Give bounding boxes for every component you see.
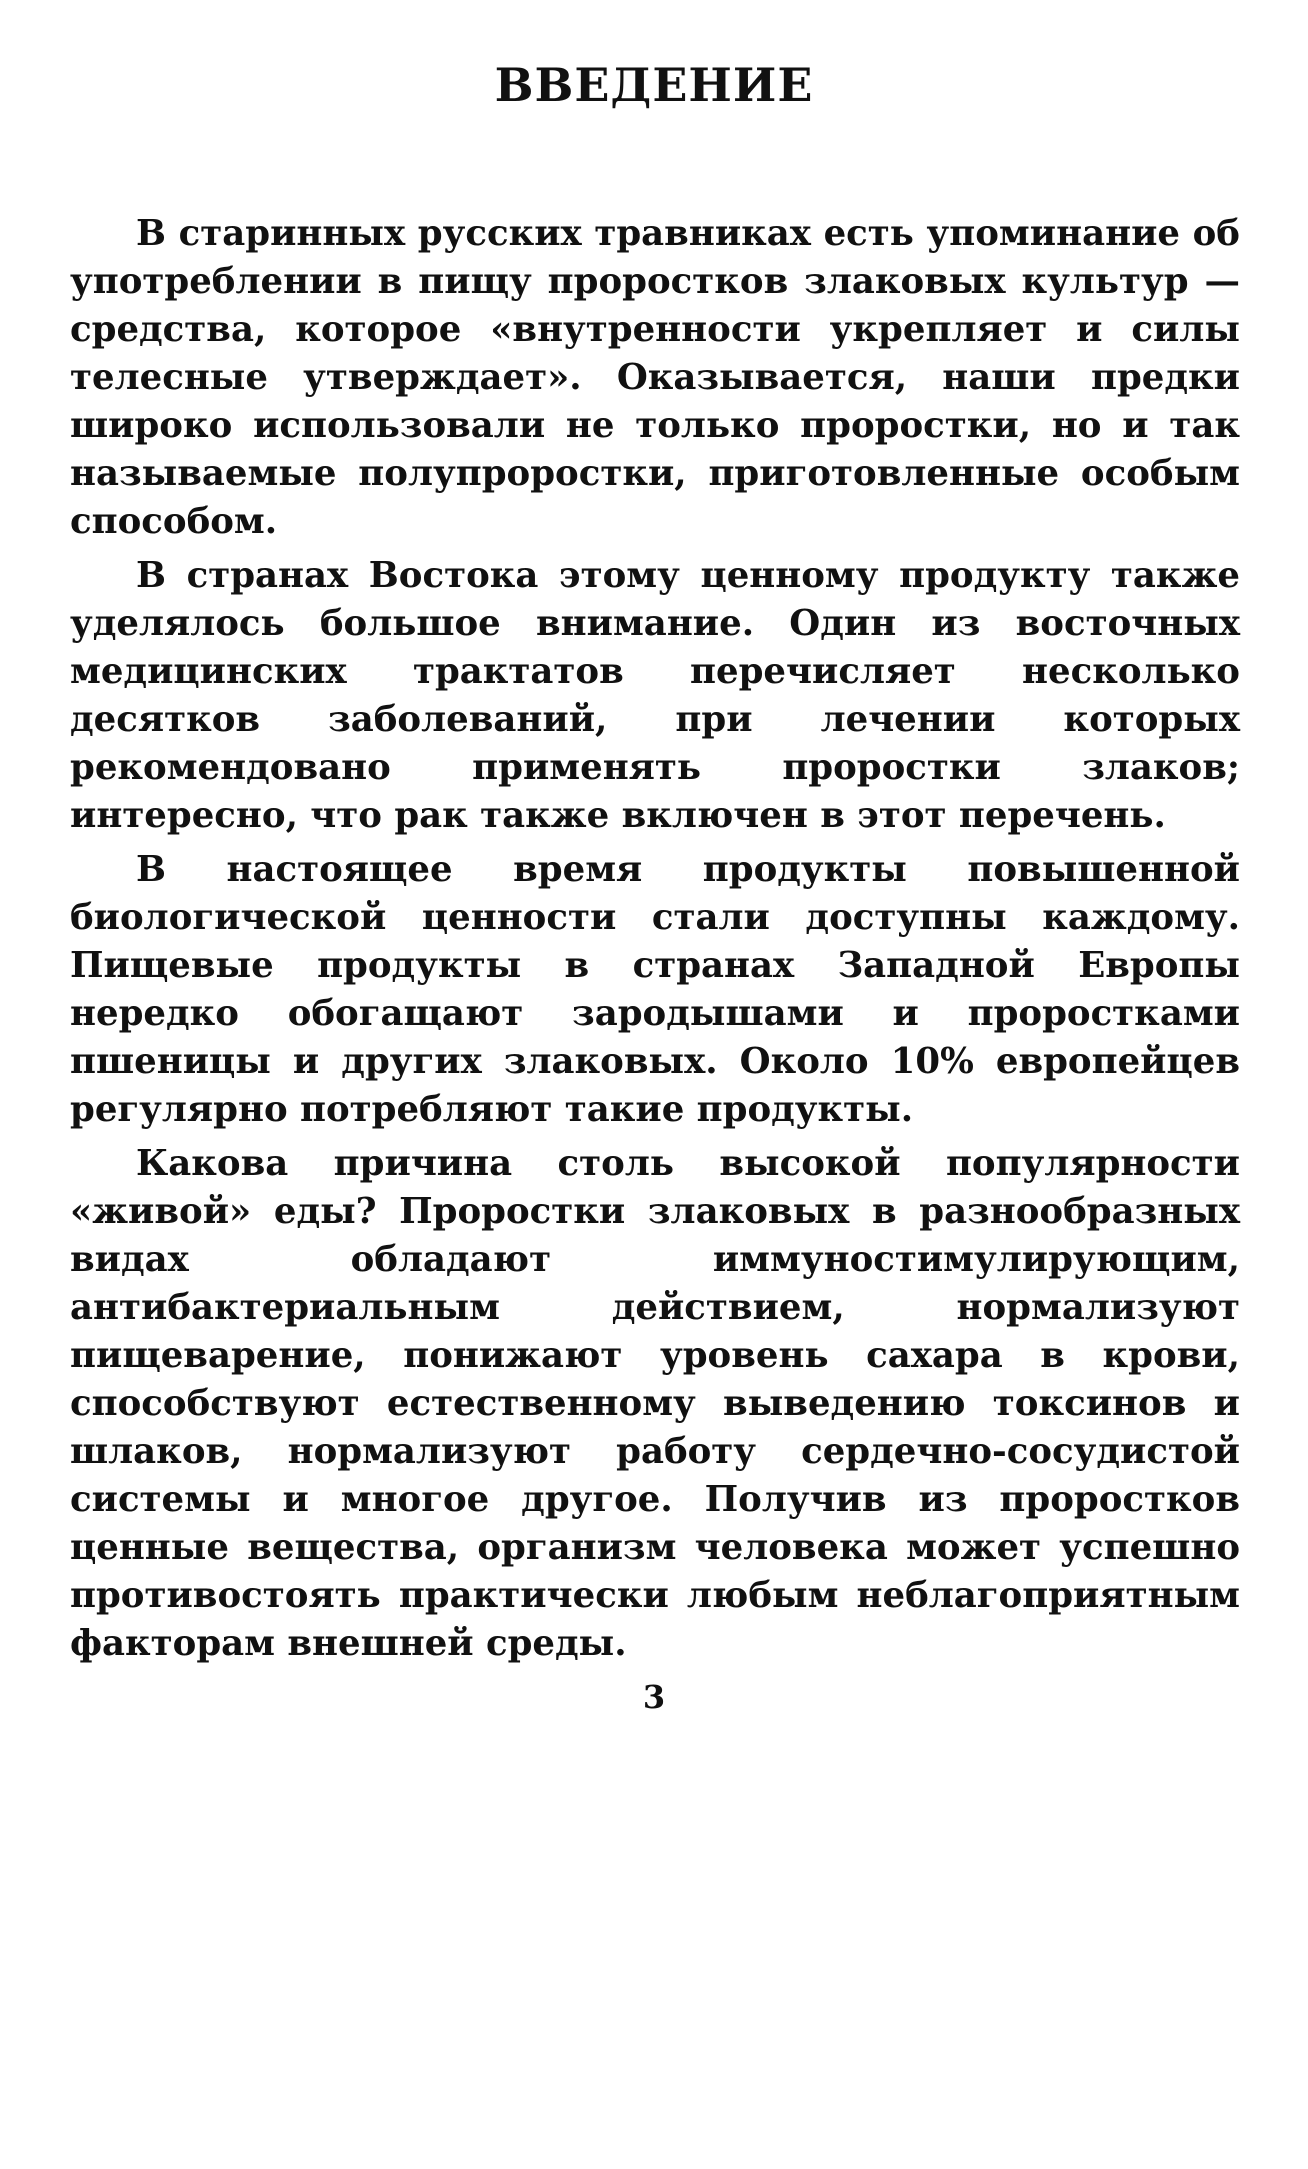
paragraph-2: В странах Востока этому ценному продукту также уделялось большое внимание. Один из восточных медицинских трактатов перечисляет несколько десятков заболеваний, при лечении которых рекомендовано применять проростки злаков; интересно, что рак также включен в этот перечень. [70, 555, 1240, 836]
body-text [70, 210, 1240, 1674]
paragraph-3: В настоящее время продукты повышенной биологической ценности стали доступны каждому. Пищевые продукты в странах Западной Европы нередко обогащают зародышами и проростками пшеницы и других злаковых. Около 10% европейцев регулярно потребляют такие продукты. [70, 849, 1240, 1130]
page-number: 3 [642, 1678, 666, 1716]
paragraph-4: Какова причина столь высокой популярности «живой» еды? Проростки злаковых в разнообразных видах обладают иммуностимулирующим, антибактериальным действием, нормализуют пищеварение, понижают уровень сахара в крови, способствуют естественному выведению токсинов и шлаков, нормализуют работу сердечно-сосудистой системы и многое другое. Получив из проростков ценные вещества, организм человека может успешно противостоять практически любым неблагоприятным факторам внешней среды. [70, 1143, 1240, 1664]
page-title: ВВЕДЕНИЕ [494, 58, 814, 112]
paragraph-1: В старинных русских травниках есть упоминание об употреблении в пищу проростков злаковых культур — средства, которое «внутренности укрепляет и силы телесные утверждает». Оказывается, наши предки широко использовали не только проростки, но и так называемые полупроростки, приготовленные особым способом. [70, 213, 1240, 542]
